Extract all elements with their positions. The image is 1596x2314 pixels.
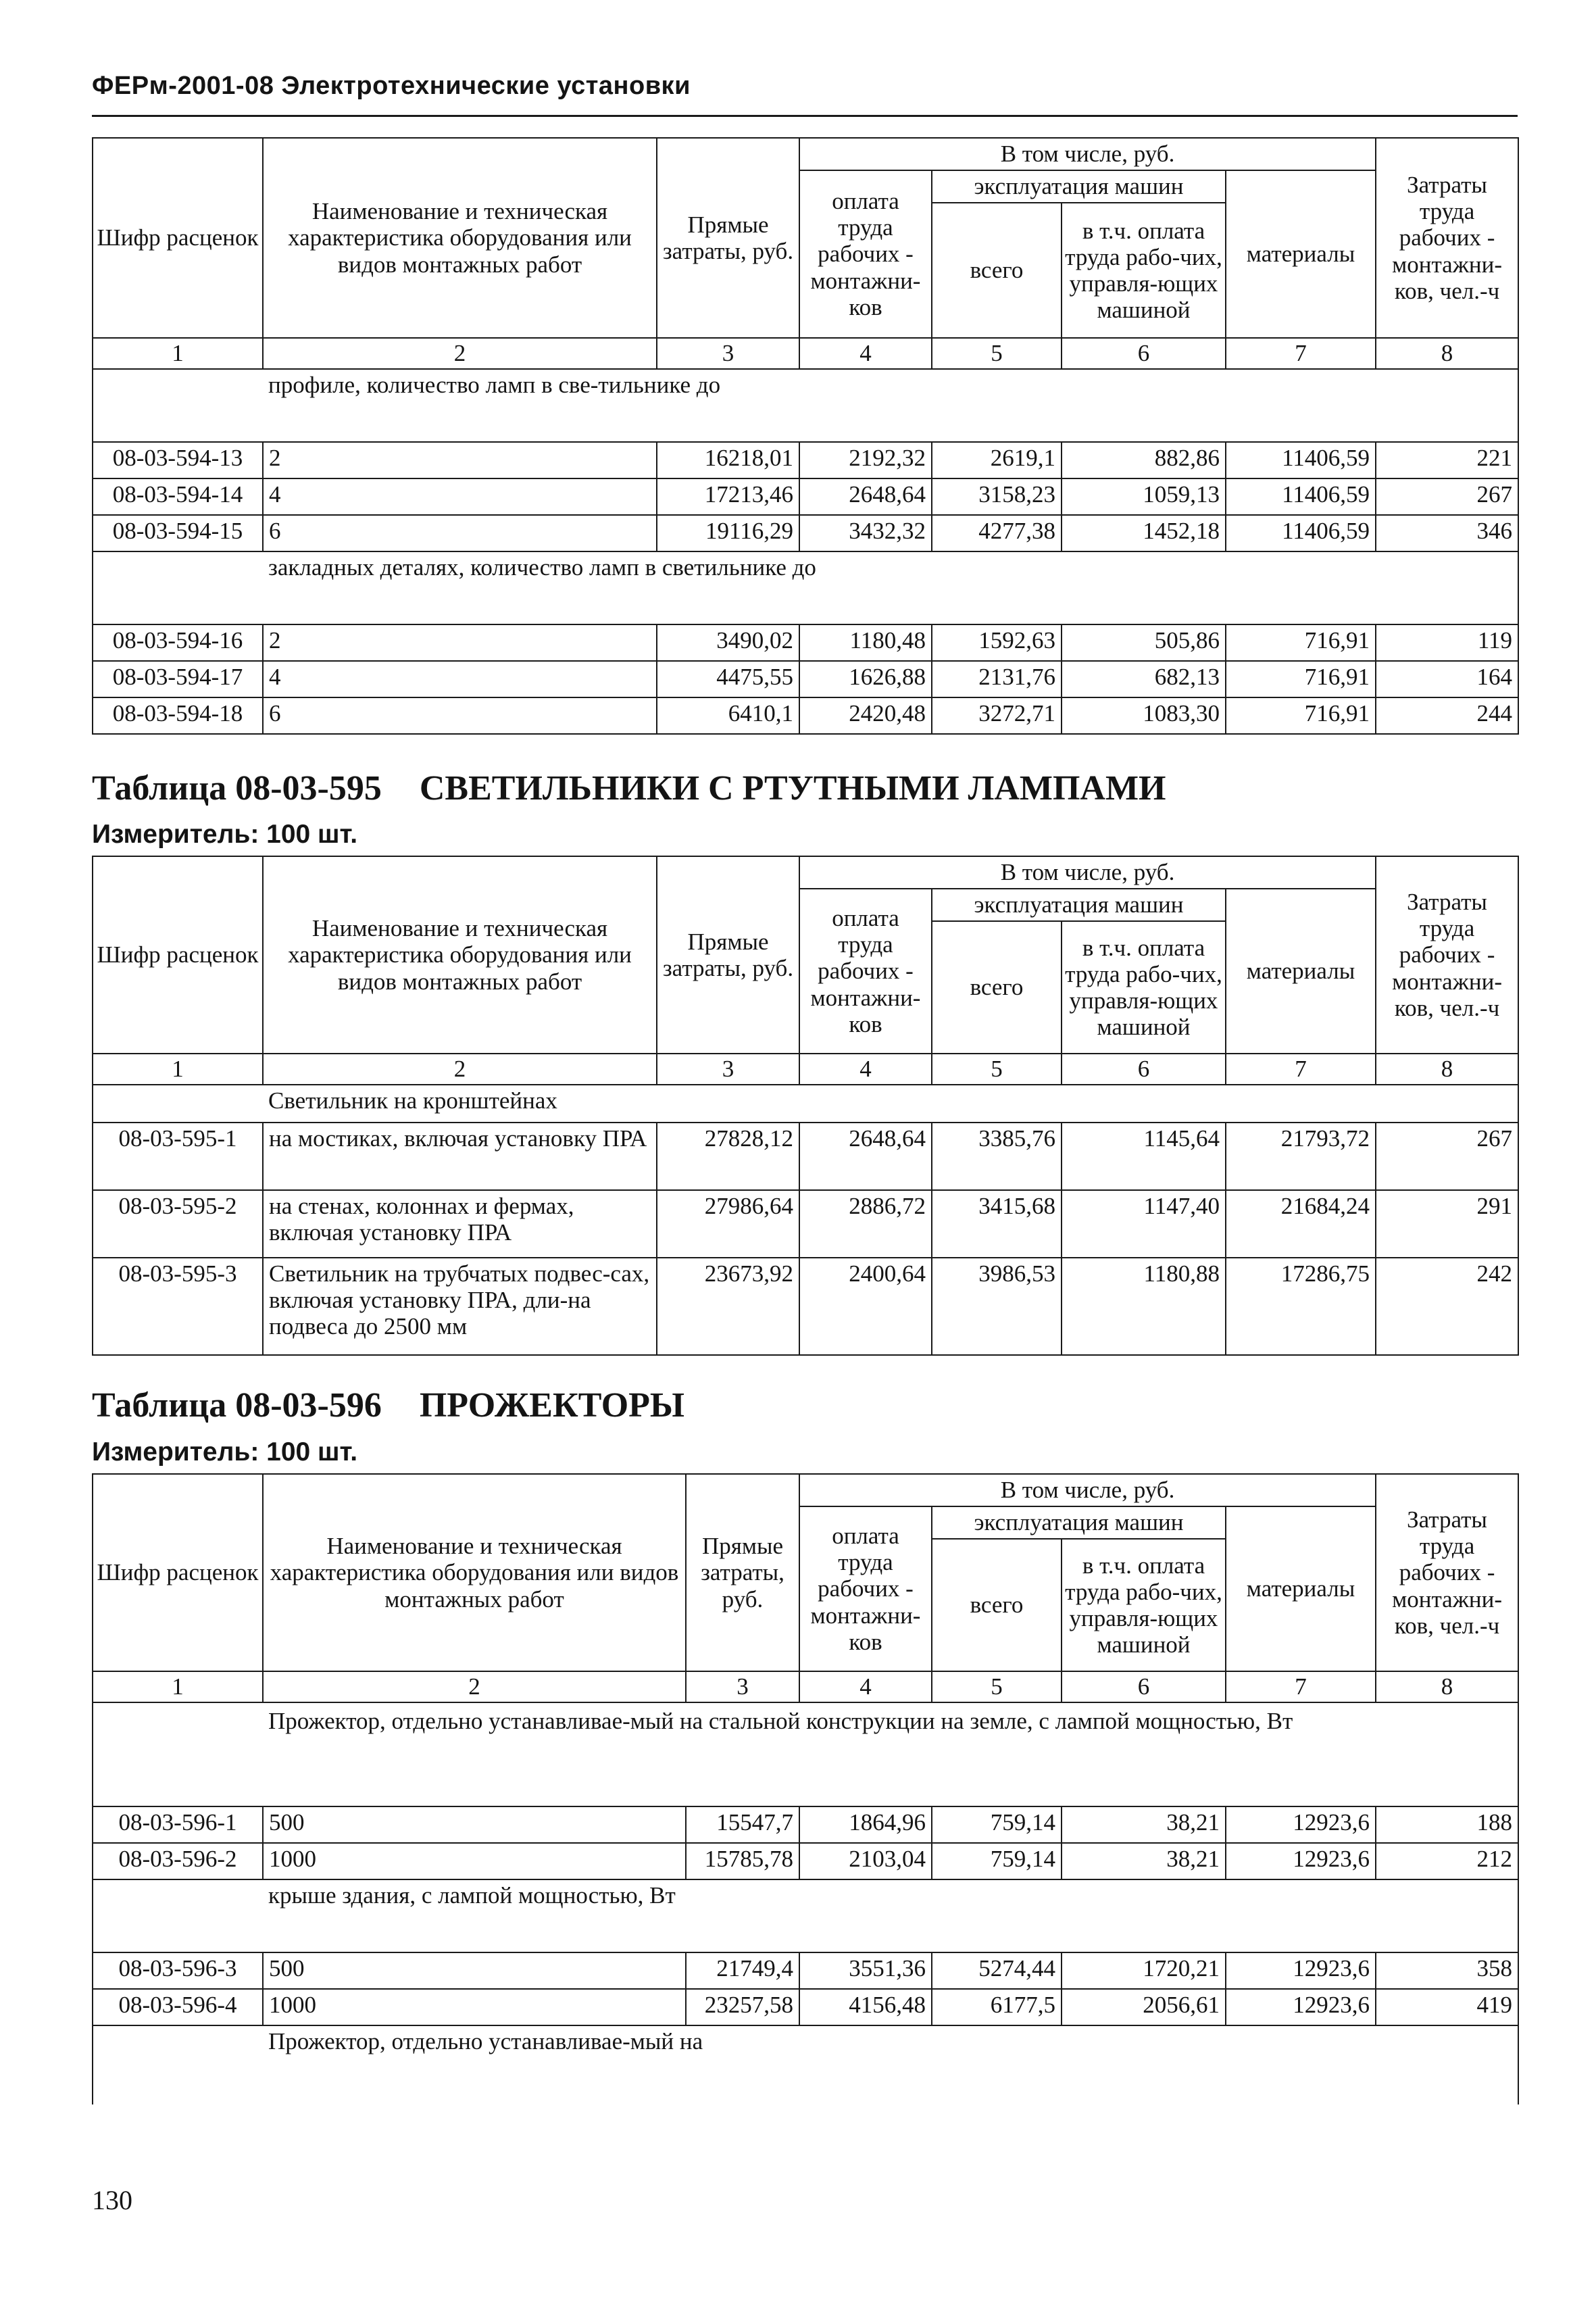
row-labor: 3432,32 [799,515,932,551]
row-hours: 358 [1376,1952,1518,1989]
col-number: 1 [93,1054,263,1085]
row-materials: 12923,6 [1226,1952,1376,1989]
col-head-machines-labor: в т.ч. оплата труда рабо-чих, управля-ющих машиной [1062,203,1226,338]
col-head-name: Наименование и техническая характеристика оборудования или видов монтажных работ [263,856,657,1054]
running-header: ФЕРм-2001-08 Электротехнические установки [92,72,691,100]
col-number: 8 [1376,1054,1518,1085]
row-machines: 3986,53 [932,1258,1062,1355]
col-number: 4 [799,1671,932,1702]
row-machines: 2619,1 [932,442,1062,478]
row-code: 08-03-595-2 [93,1190,263,1258]
col-number: 7 [1226,1054,1376,1085]
table-594 [92,137,1519,735]
col-head-direct: Прямые затраты, руб. [686,1474,799,1671]
row-name: 1000 [263,1843,686,1879]
row-direct: 17213,46 [657,478,799,515]
table-595-unit: Измеритель: 100 шт. [92,820,358,849]
row-hours: 119 [1376,624,1518,661]
row-machines-labor: 1452,18 [1062,515,1226,551]
row-hours: 212 [1376,1843,1518,1879]
row-machines-labor: 1720,21 [1062,1952,1226,1989]
row-machines: 4277,38 [932,515,1062,551]
col-number: 3 [657,1054,799,1085]
row-materials: 12923,6 [1226,1989,1376,2025]
table-row [93,661,1518,697]
row-direct: 27828,12 [657,1123,799,1190]
table-595-label: Таблица 08-03-595 [92,769,382,808]
row-machines: 6177,5 [932,1989,1062,2025]
table-row [93,1190,1518,1258]
col-number: 6 [1062,338,1226,369]
col-number: 3 [686,1671,799,1702]
col-number: 4 [799,1054,932,1085]
row-hours: 221 [1376,442,1518,478]
col-number: 6 [1062,1671,1226,1702]
row-machines: 3385,76 [932,1123,1062,1190]
row-machines: 3415,68 [932,1190,1062,1258]
col-head-including: В том числе, руб. [799,856,1376,889]
row-direct: 23257,58 [686,1989,799,2025]
col-number: 4 [799,338,932,369]
col-number: 7 [1226,338,1376,369]
row-name: 500 [263,1952,686,1989]
row-machines: 3158,23 [932,478,1062,515]
row-direct: 23673,92 [657,1258,799,1355]
row-machines: 2131,76 [932,661,1062,697]
row-name: 6 [263,515,657,551]
row-code: 08-03-594-15 [93,515,263,551]
row-name: на стенах, колоннах и фермах, включая установку ПРА [263,1190,657,1258]
row-name: 500 [263,1806,686,1843]
row-labor: 2400,64 [799,1258,932,1355]
row-machines-labor: 1059,13 [1062,478,1226,515]
col-head-name: Наименование и техническая характеристика оборудования или видов монтажных работ [263,138,657,338]
col-head-labor: оплата труда рабочих - монтажни-ков [799,1506,932,1671]
col-number: 6 [1062,1054,1226,1085]
table-row [93,697,1518,734]
row-direct: 3490,02 [657,624,799,661]
row-direct: 27986,64 [657,1190,799,1258]
col-number: 1 [93,1671,263,1702]
row-direct: 19116,29 [657,515,799,551]
col-head-name: Наименование и техническая характеристика оборудования или видов монтажных работ [263,1474,686,1671]
row-machines: 3272,71 [932,697,1062,734]
table-head [93,1474,1518,1702]
table-body [93,1702,1518,2104]
row-machines-labor: 882,86 [1062,442,1226,478]
col-head-labor: оплата труда рабочих - монтажни-ков [799,170,932,338]
row-labor: 1864,96 [799,1806,932,1843]
col-head-machines: эксплуатация машин [932,170,1226,203]
group-caption: крыше здания, с лампой мощностью, Вт [263,1879,1518,1952]
col-number: 2 [263,1054,657,1085]
col-head-machines-total: всего [932,203,1062,338]
col-number: 5 [932,1671,1062,1702]
table-body [93,369,1518,734]
row-code: 08-03-594-14 [93,478,263,515]
row-code: 08-03-595-1 [93,1123,263,1190]
page-number: 130 [92,2185,132,2215]
row-code: 08-03-594-16 [93,624,263,661]
col-number: 5 [932,1054,1062,1085]
col-number: 8 [1376,338,1518,369]
col-head-materials: материалы [1226,889,1376,1054]
row-hours: 419 [1376,1989,1518,2025]
table-row [93,1123,1518,1190]
col-head-materials: материалы [1226,170,1376,338]
col-head-machines-total: всего [932,1539,1062,1671]
row-direct: 15785,78 [686,1843,799,1879]
col-number: 5 [932,338,1062,369]
row-code: 08-03-596-1 [93,1806,263,1843]
group-caption: Прожектор, отдельно устанавливае-мый на [263,2025,1518,2104]
col-head-code: Шифр расценок [93,856,263,1054]
row-labor: 3551,36 [799,1952,932,1989]
row-machines: 759,14 [932,1843,1062,1879]
row-direct: 16218,01 [657,442,799,478]
col-head-machines-labor: в т.ч. оплата труда рабо-чих, управля-ющих машиной [1062,1539,1226,1671]
col-head-machines: эксплуатация машин [932,889,1226,921]
header-rule [92,115,1518,117]
row-materials: 716,91 [1226,697,1376,734]
row-code: 08-03-595-3 [93,1258,263,1355]
col-head-materials: материалы [1226,1506,1376,1671]
table-row [93,1806,1518,1843]
row-code: 08-03-596-2 [93,1843,263,1879]
row-labor: 1180,48 [799,624,932,661]
table-595 [92,856,1519,1356]
table-row [93,624,1518,661]
table-row [93,1843,1518,1879]
row-materials: 12923,6 [1226,1843,1376,1879]
row-labor: 2103,04 [799,1843,932,1879]
table-row [93,1258,1518,1355]
row-code: 08-03-594-18 [93,697,263,734]
row-hours: 188 [1376,1806,1518,1843]
row-materials: 716,91 [1226,624,1376,661]
row-labor: 4156,48 [799,1989,932,2025]
row-name: на мостиках, включая установку ПРА [263,1123,657,1190]
group-caption: Светильник на кронштейнах [263,1085,1518,1123]
table-row [93,515,1518,551]
row-name: Светильник на трубчатых подвес-сах, включая установку ПРА, дли-на подвеса до 2500 мм [263,1258,657,1355]
row-name: 4 [263,478,657,515]
table-row [93,442,1518,478]
group-caption: закладных деталях, количество ламп в светильнике до [263,551,1518,624]
col-number: 3 [657,338,799,369]
row-code: 08-03-594-17 [93,661,263,697]
row-labor: 1626,88 [799,661,932,697]
row-materials: 11406,59 [1226,515,1376,551]
col-head-labor: оплата труда рабочих - монтажни-ков [799,889,932,1054]
col-head-machines-labor: в т.ч. оплата труда рабо-чих, управля-ющих машиной [1062,921,1226,1054]
row-hours: 244 [1376,697,1518,734]
row-machines-labor: 38,21 [1062,1806,1226,1843]
row-labor: 2648,64 [799,1123,932,1190]
row-labor: 2648,64 [799,478,932,515]
row-direct: 21749,4 [686,1952,799,1989]
table-596 [92,1473,1519,2104]
row-hours: 242 [1376,1258,1518,1355]
table-596-title [92,1385,684,1425]
group-caption: Прожектор, отдельно устанавливае-мый на стальной конструкции на земле, с лампой мощностью, Вт [263,1702,1518,1806]
row-materials: 21793,72 [1226,1123,1376,1190]
table-596-unit: Измеритель: 100 шт. [92,1437,358,1467]
row-direct: 4475,55 [657,661,799,697]
row-materials: 12923,6 [1226,1806,1376,1843]
row-direct: 6410,1 [657,697,799,734]
row-hours: 346 [1376,515,1518,551]
row-name: 6 [263,697,657,734]
row-hours: 164 [1376,661,1518,697]
row-machines-labor: 505,86 [1062,624,1226,661]
col-number: 1 [93,338,263,369]
row-materials: 21684,24 [1226,1190,1376,1258]
row-labor: 2420,48 [799,697,932,734]
row-hours: 267 [1376,478,1518,515]
table-row [93,1952,1518,1989]
row-materials: 11406,59 [1226,442,1376,478]
table-596-label: Таблица 08-03-596 [92,1386,382,1425]
row-machines-labor: 1083,30 [1062,697,1226,734]
row-materials: 11406,59 [1226,478,1376,515]
col-head-direct: Прямые затраты, руб. [657,856,799,1054]
col-head-including: В том числе, руб. [799,1474,1376,1506]
row-machines: 759,14 [932,1806,1062,1843]
row-machines-labor: 1145,64 [1062,1123,1226,1190]
row-code: 08-03-594-13 [93,442,263,478]
row-machines: 1592,63 [932,624,1062,661]
col-number: 7 [1226,1671,1376,1702]
col-head-code: Шифр расценок [93,138,263,338]
table-body [93,1085,1518,1355]
row-code: 08-03-596-4 [93,1989,263,2025]
row-labor: 2886,72 [799,1190,932,1258]
table-head [93,856,1518,1085]
group-caption: профиле, количество ламп в све-тильнике до [263,369,1518,442]
table-595-name: СВЕТИЛЬНИКИ С РТУТНЫМИ ЛАМПАМИ [419,769,1166,808]
table-595-title [92,768,1166,808]
table-row [93,478,1518,515]
row-machines-labor: 1147,40 [1062,1190,1226,1258]
col-head-machines-total: всего [932,921,1062,1054]
col-number: 2 [263,338,657,369]
col-head-machines: эксплуатация машин [932,1506,1226,1539]
row-materials: 716,91 [1226,661,1376,697]
row-name: 2 [263,442,657,478]
row-machines-labor: 2056,61 [1062,1989,1226,2025]
col-head-hours: Затраты труда рабочих - монтажни-ков, чел.-ч [1376,138,1518,338]
row-hours: 267 [1376,1123,1518,1190]
row-machines-labor: 38,21 [1062,1843,1226,1879]
row-hours: 291 [1376,1190,1518,1258]
row-machines-labor: 682,13 [1062,661,1226,697]
row-direct: 15547,7 [686,1806,799,1843]
row-code: 08-03-596-3 [93,1952,263,1989]
col-number: 2 [263,1671,686,1702]
row-materials: 17286,75 [1226,1258,1376,1355]
col-head-code: Шифр расценок [93,1474,263,1671]
col-number: 8 [1376,1671,1518,1702]
col-head-hours: Затраты труда рабочих - монтажни-ков, чел.-ч [1376,1474,1518,1671]
col-head-direct: Прямые затраты, руб. [657,138,799,338]
row-labor: 2192,32 [799,442,932,478]
row-machines-labor: 1180,88 [1062,1258,1226,1355]
table-head [93,138,1518,369]
table-596-name: ПРОЖЕКТОРЫ [419,1386,684,1425]
row-name: 1000 [263,1989,686,2025]
row-machines: 5274,44 [932,1952,1062,1989]
col-head-including: В том числе, руб. [799,138,1376,170]
row-name: 4 [263,661,657,697]
col-head-hours: Затраты труда рабочих - монтажни-ков, чел.-ч [1376,856,1518,1054]
table-row [93,1989,1518,2025]
row-name: 2 [263,624,657,661]
